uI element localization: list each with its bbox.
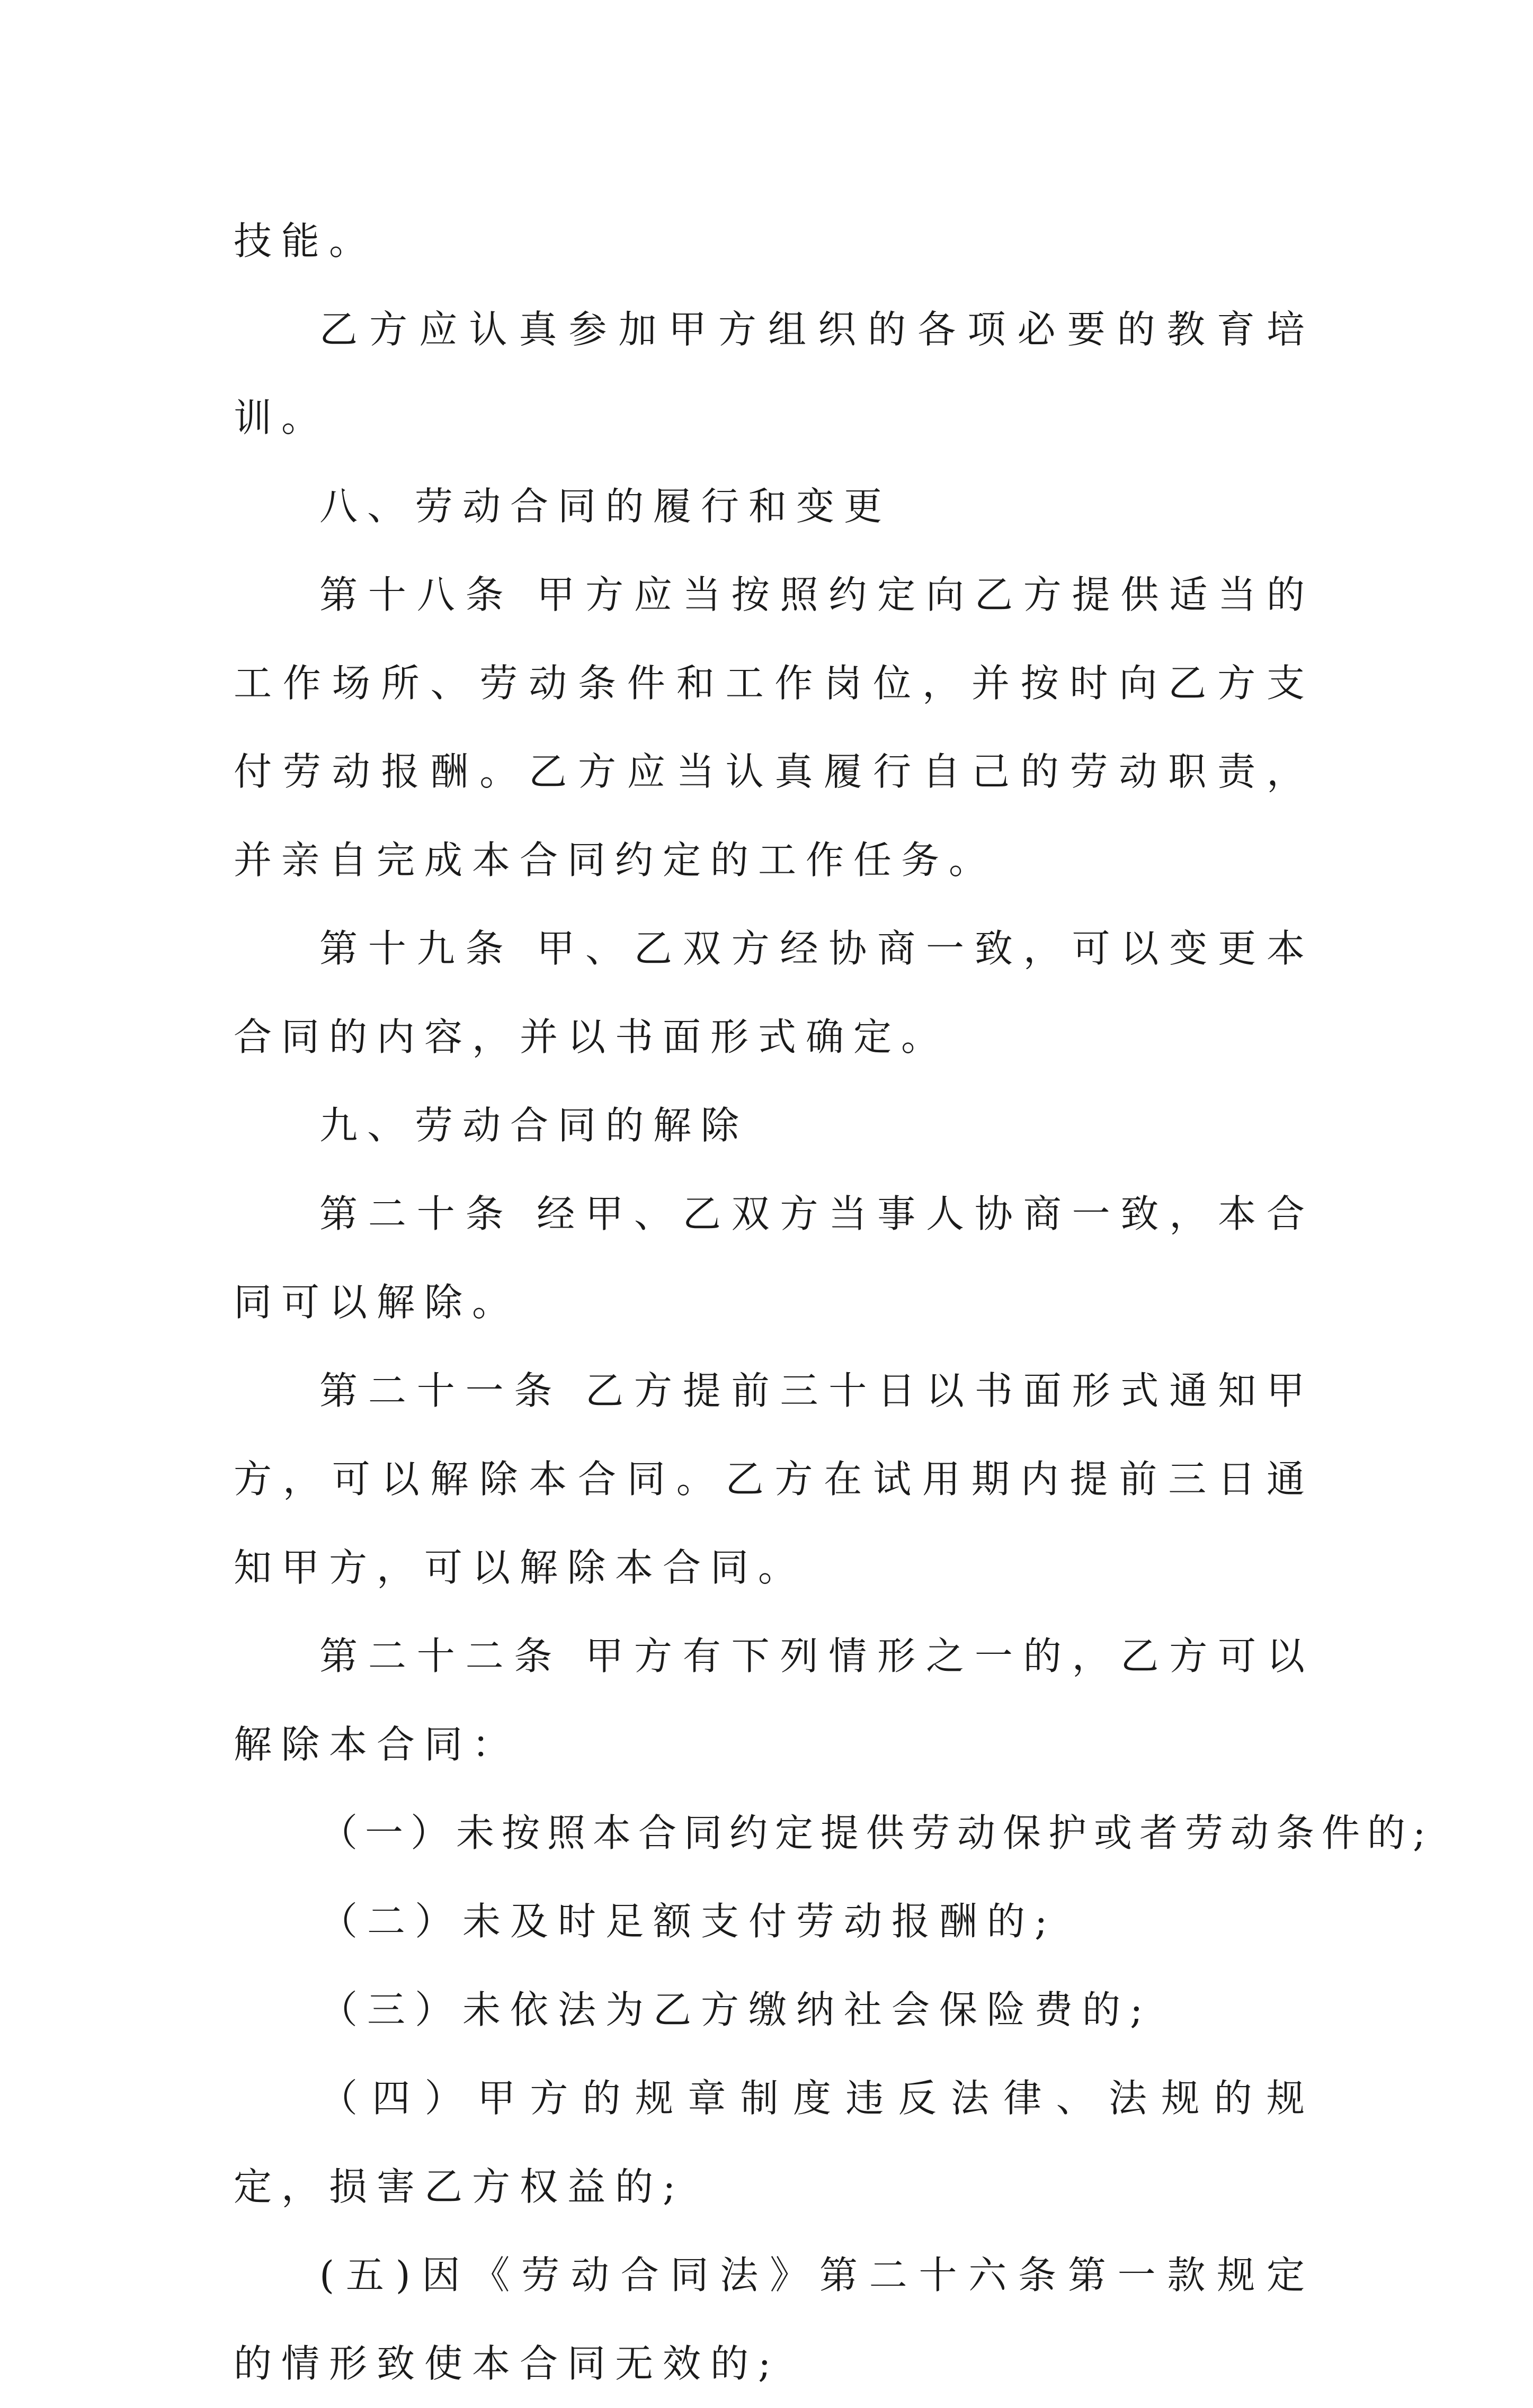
- list-item-5: (五)因《劳动合同法》第二十六条第一款规定的情形致使本合同无效的;: [234, 2253, 1314, 2386]
- article-19: 第十九条 甲、乙双方经协商一致，可以变更本合同的内容，并以书面形式确定。: [234, 926, 1314, 1059]
- article-22: 第二十二条 甲方有下列情形之一的，乙方可以解除本合同：: [234, 1634, 1314, 1767]
- section-heading-8: 八、劳动合同的履行和变更: [319, 484, 892, 529]
- paragraph-training: 乙方应认真参加甲方组织的各项必要的教育培训。: [234, 307, 1314, 440]
- list-item-2: （二）未及时足额支付劳动报酬的;: [319, 1899, 1057, 1944]
- article-18: 第十八条 甲方应当按照约定向乙方提供适当的工作场所、劳动条件和工作岗位，并按时向乙方支付劳动报酬。乙方应当认真履行自己的劳动职责，并亲自完成本合同约定的工作任务。: [234, 572, 1314, 882]
- article-20: 第二十条 经甲、乙双方当事人协商一致，本合同可以解除。: [234, 1192, 1314, 1324]
- list-item-1: （一）未按照本合同约定提供劳动保护或者劳动条件的;: [319, 1811, 1433, 1855]
- list-item-4: （四）甲方的规章制度违反法律、法规的规定，损害乙方权益的;: [234, 2076, 1314, 2209]
- paragraph-continuation: 技能。: [234, 219, 377, 263]
- list-item-3: （三）未依法为乙方缴纳社会保险费的;: [319, 1988, 1153, 2032]
- article-21: 第二十一条 乙方提前三十日以书面形式通知甲方，可以解除本合同。乙方在试用期内提前三日通知甲方，可以解除本合同。: [234, 1368, 1314, 1590]
- section-heading-9: 九、劳动合同的解除: [319, 1103, 749, 1148]
- document-body: [234, 197, 1433, 2408]
